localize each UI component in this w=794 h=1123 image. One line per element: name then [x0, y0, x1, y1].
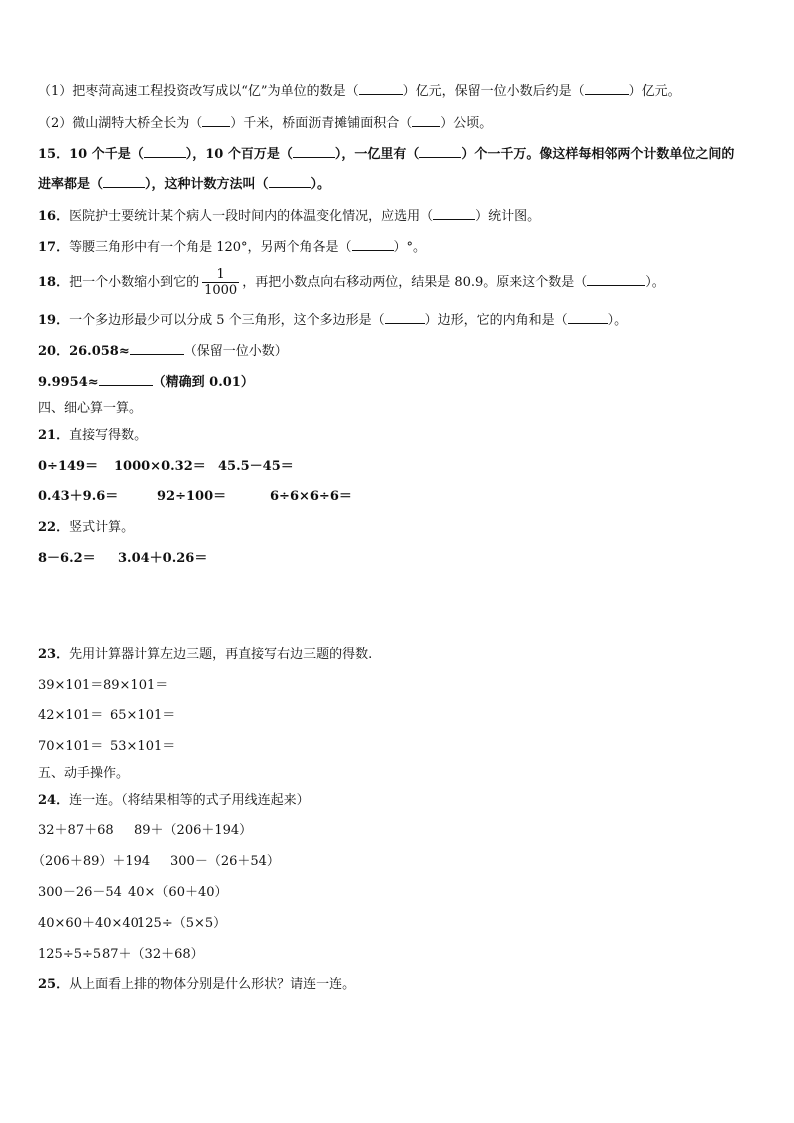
- q23-title: [38, 646, 372, 664]
- q20-expr-1: 26.058≈: [69, 344, 130, 359]
- calc-item: 3.04＋0.26＝: [118, 551, 208, 566]
- calc-item: 0÷149＝: [38, 459, 99, 474]
- match-item-right[interactable]: 87＋（32＋68）: [102, 947, 204, 962]
- question-number: 19．: [38, 313, 70, 328]
- match-item-left[interactable]: 125÷5÷5: [38, 947, 102, 962]
- q16-text-a: 医院护士要统计某个病人一段时间内的体温变化情况，应选用（: [69, 209, 434, 224]
- question-number: 21．: [38, 428, 70, 443]
- answer-blank[interactable]: [359, 82, 403, 95]
- calc-item: 70×101＝: [38, 739, 104, 754]
- q25-title-text: 从上面看上排的物体分别是什么形状？请连一连。: [69, 977, 356, 992]
- q24-title: [38, 792, 310, 810]
- q15-text-b: ），10 个百万是（: [185, 147, 293, 162]
- match-item-right[interactable]: 125÷（5×5）: [137, 916, 227, 931]
- answer-blank[interactable]: [587, 273, 645, 286]
- question-number: 17．: [38, 240, 70, 255]
- match-item-left[interactable]: 32＋87＋68: [38, 823, 114, 838]
- q14-part1: [38, 82, 681, 101]
- question-number: 16．: [38, 209, 70, 224]
- q17-text-a: 等腰三角形中有一个角是 120°，另两个角各是（: [69, 240, 352, 255]
- q14-part1-text-b: ）亿元，保留一位小数后约是（: [402, 84, 585, 99]
- answer-blank[interactable]: [419, 145, 461, 158]
- q15-line1: [38, 145, 734, 164]
- answer-blank[interactable]: [202, 114, 230, 127]
- answer-blank[interactable]: [385, 311, 425, 324]
- calc-item: 8－6.2＝: [38, 551, 96, 566]
- calc-item: 0.43＋9.6＝: [38, 489, 119, 504]
- calc-item: 92÷100＝: [157, 489, 227, 504]
- answer-blank[interactable]: [103, 175, 145, 188]
- answer-blank[interactable]: [293, 145, 335, 158]
- match-item-right[interactable]: 40×（60＋40）: [128, 885, 228, 900]
- q20-expr-2: 9.9954≈: [38, 375, 99, 390]
- calc-item: 65×101＝: [110, 708, 176, 723]
- q14-part2-text-c: ）公顷。: [440, 116, 493, 131]
- answer-blank[interactable]: [130, 342, 184, 355]
- q15-text-e: 进率都是（: [38, 177, 104, 192]
- q16-text-b: ）统计图。: [475, 209, 541, 224]
- question-number: 24．: [38, 793, 70, 808]
- question-number: 15．: [38, 147, 70, 162]
- question-number: 25．: [38, 977, 70, 992]
- q21-title: [38, 427, 147, 445]
- q20-note-1: （保留一位小数）: [183, 344, 288, 359]
- fraction: [202, 267, 239, 298]
- q14-part2: [38, 114, 492, 133]
- q24-title-text: 连一连。（将结果相等的式子用线连起来）: [69, 793, 310, 808]
- q18-text-a: 把一个小数缩小到它的: [69, 275, 200, 290]
- question-number: 23．: [38, 647, 70, 662]
- calc-item: 42×101＝: [38, 708, 104, 723]
- q18-text-c: ）。: [645, 275, 665, 290]
- q22-title: [38, 519, 134, 537]
- q16: [38, 207, 540, 226]
- q15-line2: [38, 175, 330, 194]
- section-5-heading: 五、动手操作。: [38, 766, 130, 781]
- q23-title-text: 先用计算器计算左边三题，再直接写右边三题的得数.: [69, 647, 373, 662]
- fraction-numerator: 1: [216, 267, 225, 282]
- answer-blank[interactable]: [585, 82, 629, 95]
- section-4-heading: 四、细心算一算。: [38, 401, 143, 416]
- question-number: 20．: [38, 344, 70, 359]
- q19: [38, 311, 627, 330]
- q15-text-a: 10 个千是（: [69, 147, 144, 162]
- q17-text-b: ）°。: [393, 240, 427, 255]
- q20-note-2: （精确到 0.01）: [152, 375, 254, 390]
- question-number: 22．: [38, 520, 70, 535]
- q20-line1: [38, 342, 288, 361]
- q15-text-d: ）个一千万。像这样每相邻两个计数单位之间的: [461, 147, 735, 162]
- q17: [38, 238, 426, 257]
- q14-part2-text-a: （2）微山湖特大桥全长为（: [38, 116, 203, 131]
- question-number: 18．: [38, 275, 70, 290]
- answer-blank[interactable]: [412, 114, 440, 127]
- calc-item: 53×101＝: [110, 739, 176, 754]
- answer-blank[interactable]: [352, 238, 394, 251]
- q19-text-b: ）边形，它的内角和是（: [424, 313, 568, 328]
- answer-blank[interactable]: [568, 311, 608, 324]
- answer-blank[interactable]: [99, 373, 153, 386]
- q15-text-g: ）。: [310, 177, 331, 192]
- q14-part2-text-b: ）千米，桥面沥青摊铺面积合（: [230, 116, 413, 131]
- calc-item: 1000×0.32＝: [114, 459, 206, 474]
- q20-line2: [38, 373, 254, 392]
- match-item-left[interactable]: （206＋89）＋194: [32, 854, 151, 869]
- calc-item: 45.5－45＝: [218, 459, 294, 474]
- q22-title-text: 竖式计算。: [69, 520, 135, 535]
- q19-text-a: 一个多边形最少可以分成 5 个三角形，这个多边形是（: [69, 313, 385, 328]
- q21-title-text: 直接写得数。: [69, 428, 148, 443]
- match-item-right[interactable]: 300－（26＋54）: [170, 854, 280, 869]
- q14-part1-text-a: （1）把枣菏高速工程投资改写成以“亿”为单位的数是（: [38, 84, 359, 99]
- answer-blank[interactable]: [433, 207, 475, 220]
- match-item-right[interactable]: 89＋（206＋194）: [134, 823, 253, 838]
- q25-title: [38, 976, 355, 994]
- q19-text-c: ）。: [607, 313, 628, 328]
- q18: [38, 266, 665, 300]
- calc-item: 6÷6×6÷6＝: [270, 489, 352, 504]
- q15-text-c: ），一亿里有（: [334, 147, 420, 162]
- calc-item: 89×101＝: [103, 678, 169, 693]
- q14-part1-text-c: ）亿元。: [628, 84, 681, 99]
- q18-text-b: ，再把小数点向右移动两位，结果是 80.9。原来这个数是（: [242, 275, 588, 290]
- match-item-left[interactable]: 300－26－54: [38, 885, 122, 900]
- answer-blank[interactable]: [144, 145, 186, 158]
- calc-item: 39×101＝: [38, 678, 104, 693]
- match-item-left[interactable]: 40×60＋40×40: [38, 916, 139, 931]
- answer-blank[interactable]: [269, 175, 311, 188]
- q15-text-f: ），这种计数方法叫（: [145, 177, 269, 192]
- fraction-denominator: 1000: [204, 283, 238, 298]
